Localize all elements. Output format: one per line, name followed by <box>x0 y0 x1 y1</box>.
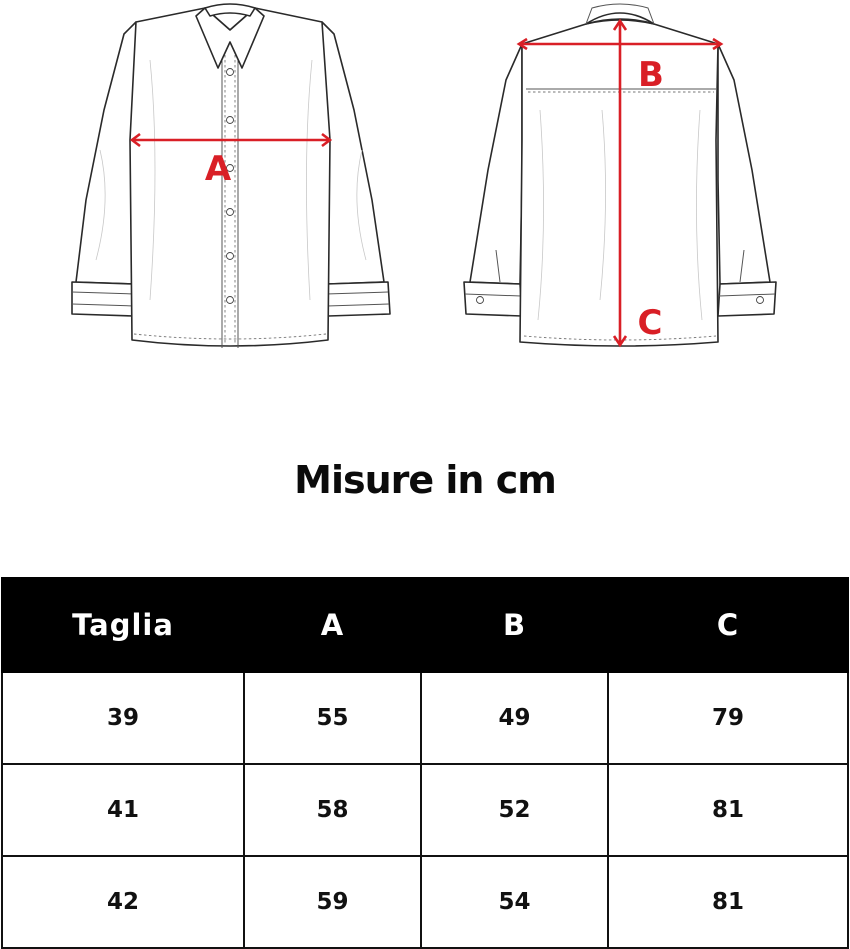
table-cell: 58 <box>244 764 421 856</box>
header-b: B <box>421 578 608 672</box>
table-cell: 54 <box>421 856 608 948</box>
shirt-back-icon <box>464 4 776 346</box>
table-header-row <box>2 578 848 672</box>
table-row <box>2 764 848 856</box>
front-measure-label: A <box>204 149 232 189</box>
back-length-label: C <box>637 303 663 343</box>
shirt-front-icon <box>72 4 390 348</box>
header-a: A <box>244 578 421 672</box>
table-cell: 41 <box>2 764 244 856</box>
back-width-label: B <box>638 55 664 95</box>
table-cell: 81 <box>608 856 848 948</box>
table-cell: 59 <box>244 856 421 948</box>
table-cell: 42 <box>2 856 244 948</box>
table-cell: 49 <box>421 672 608 764</box>
shirt-illustration <box>0 0 850 400</box>
table-cell: 52 <box>421 764 608 856</box>
page-title: Misure in cm <box>294 458 556 502</box>
table-cell: 39 <box>2 672 244 764</box>
header-c: C <box>608 578 848 672</box>
table-cell: 55 <box>244 672 421 764</box>
table-row <box>2 856 848 948</box>
table-row <box>2 672 848 764</box>
table-cell: 81 <box>608 764 848 856</box>
table-cell: 79 <box>608 672 848 764</box>
header-size: Taglia <box>2 578 244 672</box>
size-table <box>1 577 849 949</box>
